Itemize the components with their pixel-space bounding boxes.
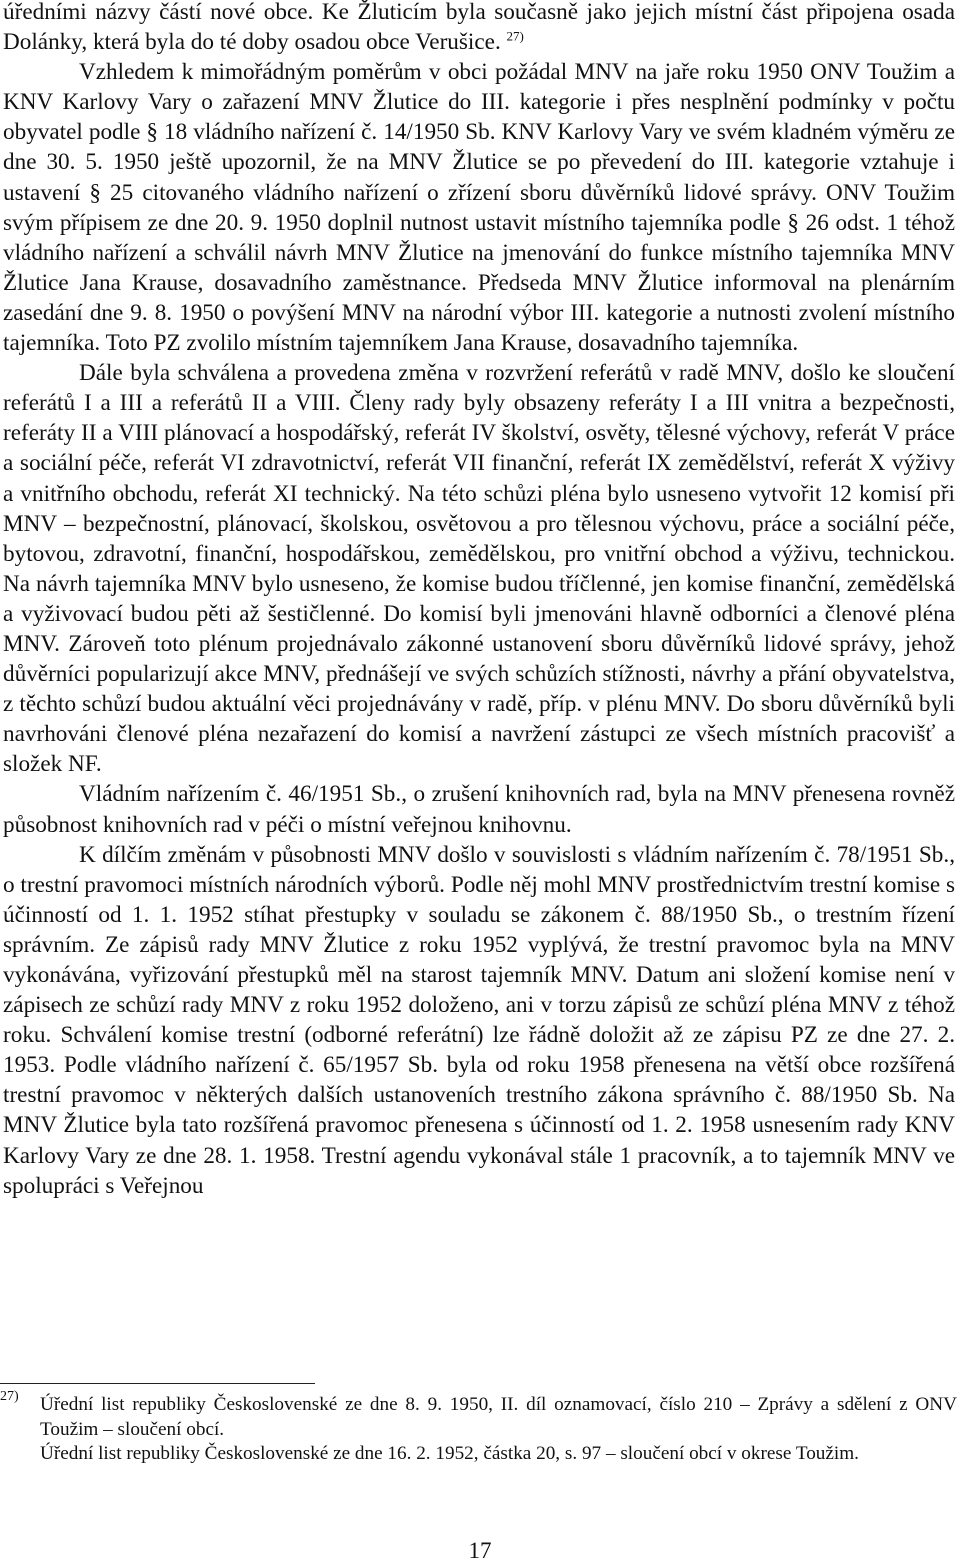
footnote-reference[interactable]: 27) bbox=[506, 28, 524, 44]
footnote-separator bbox=[0, 1383, 315, 1384]
footnotes bbox=[40, 1393, 957, 1467]
footnote-line-1: Úřední list republiky Československé ze dne 8. 9. 1950, II. díl oznamovací, číslo 210 – Zprávy a sdělení z ONV Toužim – sloučení obcí. bbox=[40, 1394, 957, 1440]
paragraph-4: Vládním nařízením č. 46/1951 Sb., o zrušení knihovních rad, byla na MNV přenesena rovněž působnost knihovních rad v péči o místní veřejnou knihovnu. bbox=[3, 781, 955, 838]
page-number: 17 bbox=[468, 1538, 492, 1563]
paragraph-1 bbox=[3, 0, 955, 57]
paragraph-1-text: úředními názvy částí nové obce. Ke Žluticím byla současně jako jejich místní část připojena osada Dolánky, která byla do té doby osadou obce Verušice. bbox=[3, 0, 955, 56]
body-text bbox=[3, 0, 955, 1201]
footnote-line-2: Úřední list republiky Československé ze dne 16. 2. 1952, částka 20, s. 97 – sloučení obcí v okrese Toužim. bbox=[40, 1443, 859, 1464]
paragraph-5: K dílčím změnám v působnosti MNV došlo v souvislosti s vládním nařízením č. 78/1951 Sb., o trestní pravomoci místních národních výborů. Podle něj mohl MNV prostřednictvím trestní komise s účinností od 1. 1. 1952 stíhat přestupky v souladu se zákonem č. 88/1950 Sb., o trestním řízení správním. Ze zápisů rady MNV Žlutice z roku 1952 vyplývá, že trestní pravomoc byla na MNV vykonávána, vyřizování přestupků měl na starost tajemník MNV. Datum ani složení komise není v zápisech ze schůzí rady MNV z roku 1952 doloženo, ani v torzu zápisů ze schůzí pléna MNV z téhož roku. Schválení komise trestní (odborné referátní) lze řádně doložit až ze zápisu PZ ze dne 27. 2. 1953. Podle vládního nařízení č. 65/1957 Sb. byla od roku 1958 přenesena na větší obce rozšířená trestní pravomoc v některých dalších ustanoveních trestního zákona správního č. 88/1950 Sb. Na MNV Žlutice byla tato rozšířená pravomoc přenesena s účinností od 1. 2. 1958 usnesením rady KNV Karlovy Vary ze dne 28. 1. 1958. Trestní agendu vykonával stále 1 pracovník, a to tajemník MNV ve spolupráci s Veřejnou bbox=[3, 841, 955, 1199]
paragraph-3: Dále byla schválena a provedena změna v rozvržení referátů v radě MNV, došlo ke sloučení referátů I a III a referátů II a VIII. Členy rady byly obsazeny referáty I a III vnitra a bezpečnosti, referáty II a VIII plánovací a hospodářský, referát IV školství, osvěty, tělesné výchovy, referát V práce a sociální péče, referát VI zdravotnictví, referát VII finanční, referát IX zemědělství, referát X výživy a vnitřního obchodu, referát XI technický. Na této schůzi pléna bylo usneseno vytvořit 12 komisí při MNV – bezpečnostní, plánovací, školskou, osvětovou a pro tělesnou výchovu, práce a sociální péče, bytovou, zdravotní, finanční, hospodářskou, zemědělskou, pro vnitřní obchod a výživu, technickou. Na návrh tajemníka MNV bylo usneseno, že komise budou tříčlenné, jen komise finanční, zemědělská a vyživovací budou pěti až šestičlenné. Do komisí byli jmenováni hlavně odborníci a členové pléna MNV. Zároveň toto plénum projednávalo zákonné ustanovení sboru důvěrníků lidové správy, jehož důvěrníci popularizují akce MNV, přednášejí ve svých schůzích stížnosti, návrhy a přání obyvatelstva, z těchto schůzí budou aktuální věci projednávány v radě, příp. v plénu MNV. Do sboru důvěrníků byli navrhováni členové pléna nezařazení do komisí a navržení zástupci ze všech místních pracovišť a složek NF. bbox=[3, 360, 955, 778]
paragraph-2: Vzhledem k mimořádným poměrům v obci požádal MNV na jaře roku 1950 ONV Toužim a KNV Karlovy Vary o zařazení MNV Žlutice do III. kategorie i přes nesplnění podmínky v počtu obyvatel podle § 18 vládního nařízení č. 14/1950 Sb. KNV Karlovy Vary ve svém kladném výměru ze dne 30. 5. 1950 ještě upozornil, že na MNV Žlutice se po převedení do III. kategorie vztahuje i ustavení § 25 citovaného vládního nařízení o zřízení sboru důvěrníků lidové správy. ONV Toužim svým přípisem ze dne 20. 9. 1950 doplnil nutnost ustavit místního tajemníka podle § 26 odst. 1 téhož vládního nařízení a schválil návrh MNV Žlutice na jmenování do funkce místního tajemníka MNV Žlutice Jana Krause, dosavadního zaměstnance. Předseda MNV Žlutice informoval na plenárním zasedání dne 9. 8. 1950 o povýšení MNV na národní výbor III. kategorie a nutnosti zvolení místního tajemníka. Toto PZ zvolilo místním tajemníkem Jana Krause, dosavadního tajemníka. bbox=[3, 59, 955, 357]
footnote-marker: 27) bbox=[0, 1389, 19, 1404]
